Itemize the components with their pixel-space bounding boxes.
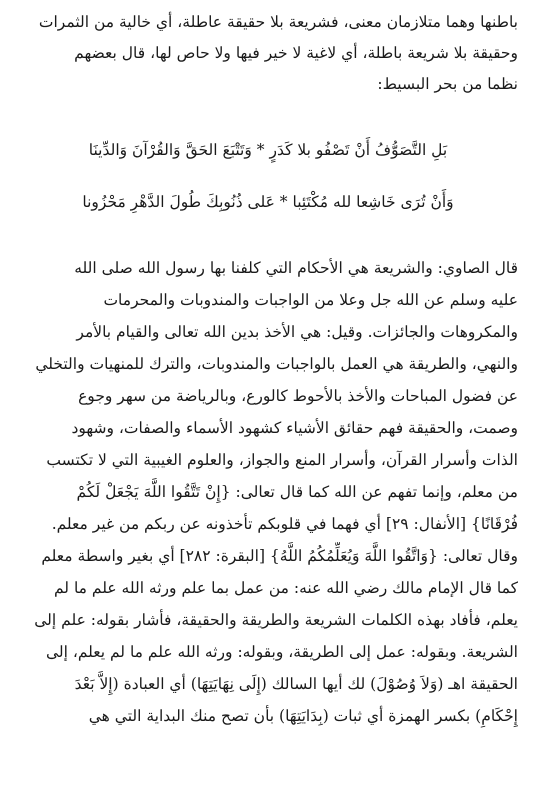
text-line: كما قال الإمام مالك رضي الله عنه: من عمل بما علم ورثه الله علم ما لم — [53, 579, 518, 597]
text-line: يعلم، فأفاد بهذه الكلمات الشريعة والطريقة والحقيقة، فأشار بقوله: علم إلى — [34, 611, 518, 629]
text-line: باطنها وهما متلازمان معنى، فشريعة بلا حقيقة عاطلة، أي خالية من الثمرات — [38, 13, 518, 31]
poem-verse: وَأَنْ تُرَى خَاشِعا لله مُكْتَئِبا * عَلى ذُنُوبِكَ طُولَ الدَّهْرِ مَحْزُونا — [82, 193, 454, 211]
text-line: نظما من بحر البسيط: — [377, 75, 518, 93]
text-line: وقال تعالى: {وَاتَّقُوا اللَّهَ وَيُعَلِّمُكُمُ اللَّهُ} [البقرة: ٢٨٢] أي بغير واسطة معلم — [41, 547, 518, 565]
text-line: وصمت، والحقيقة فهم حقائق الأشياء كشهود الأسماء والصفات، وشهود — [71, 419, 518, 437]
document-page — [18, 6, 518, 794]
text-line: عليه وسلم عن الله جل وعلا من الواجبات والمندوبات والمحرمات — [103, 291, 518, 309]
text-line: قال الصاوي: والشريعة هي الأحكام التي كلفنا بها رسول الله صلى الله — [74, 259, 518, 277]
text-line: عن فضول المباحات والأخذ بالأحوط كالورع، وبالرياضة من سهر وجوع — [78, 387, 518, 405]
text-line: إِحْكَامِ) بكسر الهمزة أي ثبات (بِدَايَتِهَا) بأن تصح منك البداية التي هي — [88, 707, 518, 725]
text-line: والنهي، والطريقة هي العمل بالواجبات والمندوبات، والترك للمنهيات والتخلي — [35, 355, 518, 373]
text-line: وحقيقة بلا شريعة باطلة، أي لاغية لا خير فيها ولا حاص لها، قال بعضهم — [74, 44, 518, 62]
text-line: الذات وأسرار القرآن، وأسرار المنع والجواز، والعلوم الغيبية التي لا تكتسب — [46, 451, 518, 469]
text-line: والمكروهات والجائزات. وقيل: هي الأخذ بدين الله تعالى والقيام بالأمر — [76, 323, 518, 341]
text-line: الحقيقة اهـ (وَلاَ وُصُوْلَ) لك أيها السالك (إِلَى نِهَايَتِهَا) أي العبادة (إِلاَّ بَعْدَ — [74, 675, 518, 693]
poem-verse: بَلِ التَّصَوُّفُ أَنْ تَصْفُو بلا كَدَرٍ * وَتَتْبَعَ الحَقَّ وَالقُرْآنَ وَالدِّينَا — [88, 141, 448, 159]
text-line: من معلم، وإنما تفهم عن الله كما قال تعالى: {إِنْ تَتَّقُوا اللَّهَ يَجْعَلْ لَكُمْ — [76, 483, 518, 501]
text-line: فُرْقَانًا} [الأنفال: ٢٩] أي فهما في قلوبكم تأخذونه عن ربكم من غير معلم. — [51, 515, 518, 533]
text-line: الشريعة. وبقوله: عمل إلى الطريقة، وبقوله: ورثه الله علم ما لم يعلم، إلى — [45, 643, 518, 661]
